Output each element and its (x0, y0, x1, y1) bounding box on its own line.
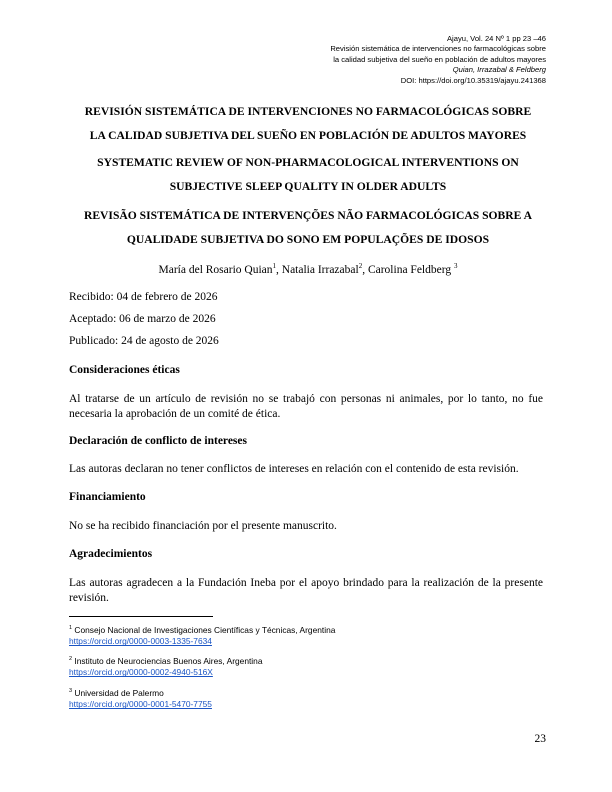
author-separator: , (276, 264, 282, 276)
received-date: Recibido: 04 de febrero de 2026 (69, 291, 218, 303)
conflict-heading: Declaración de conflicto de intereses (69, 435, 247, 447)
running-head (226, 34, 546, 86)
ethics-heading: Consideraciones éticas (69, 364, 180, 376)
footnote (69, 625, 539, 648)
funding-paragraph: No se ha recibido financiación por el presente manuscrito. (69, 520, 337, 532)
page-number: 23 (534, 733, 546, 745)
author-name: Carolina Feldberg (367, 264, 454, 276)
author-list (66, 264, 550, 276)
affiliation-mark: 1 (272, 262, 277, 271)
title-portuguese-line-1: REVISÃO SISTEMÁTICA DE INTERVENÇÕES NÃO FARMACOLÓGICAS SOBRE A (83, 209, 533, 222)
funding-heading: Financiamiento (69, 491, 146, 503)
footnote-divider (69, 616, 213, 617)
orcid-link[interactable]: https://orcid.org/0000-0002-4940-516X (69, 667, 213, 678)
title-english (66, 151, 550, 198)
running-title-line-2: la calidad subjetiva del sueño en población de adultos mayores (333, 54, 546, 64)
affiliation-text: Instituto de Neurociencias Buenos Aires, Argentina (72, 656, 263, 666)
journal-line: Ajayu, Vol. 24 Nº 1 pp 23 –46 (446, 34, 546, 43)
author-name: María del Rosario Quian (158, 264, 273, 276)
footnote (69, 656, 539, 679)
acknowledgements-heading: Agradecimientos (69, 548, 153, 560)
footnote-affiliation (69, 688, 539, 699)
accepted-date: Aceptado: 06 de marzo de 2026 (69, 313, 216, 325)
affiliation-mark: 2 (358, 262, 363, 271)
footnote-mark: 1 (69, 625, 73, 632)
running-title-line-1: Revisión sistemática de intervenciones no farmacológicas sobre (330, 44, 546, 54)
acknowledgements-paragraph: Las autoras agradecen a la Fundación Ineba por el apoyo brindado para la realización de la presente revisión. (69, 577, 543, 604)
orcid-link[interactable]: https://orcid.org/0000-0003-1335-7634 (69, 636, 212, 647)
title-english-line-2: SUBJECTIVE SLEEP QUALITY IN OLDER ADULTS (169, 179, 447, 193)
title-spanish-line-1: REVISIÓN SISTEMÁTICA DE INTERVENCIONES NO FARMACOLÓGICAS SOBRE (84, 105, 532, 118)
footnote-affiliation (69, 625, 539, 636)
title-portuguese (66, 204, 550, 251)
orcid-link[interactable]: https://orcid.org/0000-0001-5470-7755 (69, 699, 212, 710)
footnote-mark: 3 (69, 688, 73, 695)
title-portuguese-line-2: QUALIDADE SUBJETIVA DO SONO EM POPULAÇÕES DE IDOSOS (126, 232, 490, 246)
running-doi: DOI: https://doi.org/10.35319/ajayu.241368 (400, 75, 546, 85)
title-english-line-1: SYSTEMATIC REVIEW OF NON-PHARMACOLOGICAL INTERVENTIONS ON (97, 156, 519, 169)
conflict-paragraph: Las autoras declaran no tener conflictos de intereses en relación con el contenido de esta revisión. (69, 463, 519, 475)
published-date: Publicado: 24 de agosto de 2026 (69, 335, 219, 347)
author-separator: , (362, 264, 368, 276)
affiliation-text: Universidad de Palermo (72, 688, 164, 698)
running-authors: Quian, Irrazabal & Feldberg (452, 65, 546, 75)
title-spanish (66, 100, 550, 147)
ethics-paragraph: Al tratarse de un artículo de revisión no se trabajó con personas ni animales, por lo tanto, no fue necesaria la aprobación de un comité de ética. (69, 393, 543, 420)
affiliation-text: Consejo Nacional de Investigaciones Científicas y Técnicas, Argentina (72, 625, 336, 635)
footnote-mark: 2 (69, 656, 73, 663)
footnote-affiliation (69, 656, 539, 667)
title-spanish-line-2: LA CALIDAD SUBJETIVA DEL SUEÑO EN POBLACIÓN DE ADULTOS MAYORES (89, 128, 527, 142)
footnote (69, 688, 539, 711)
affiliation-mark: 3 (453, 262, 458, 271)
author-name: Natalia Irrazabal (281, 264, 359, 276)
